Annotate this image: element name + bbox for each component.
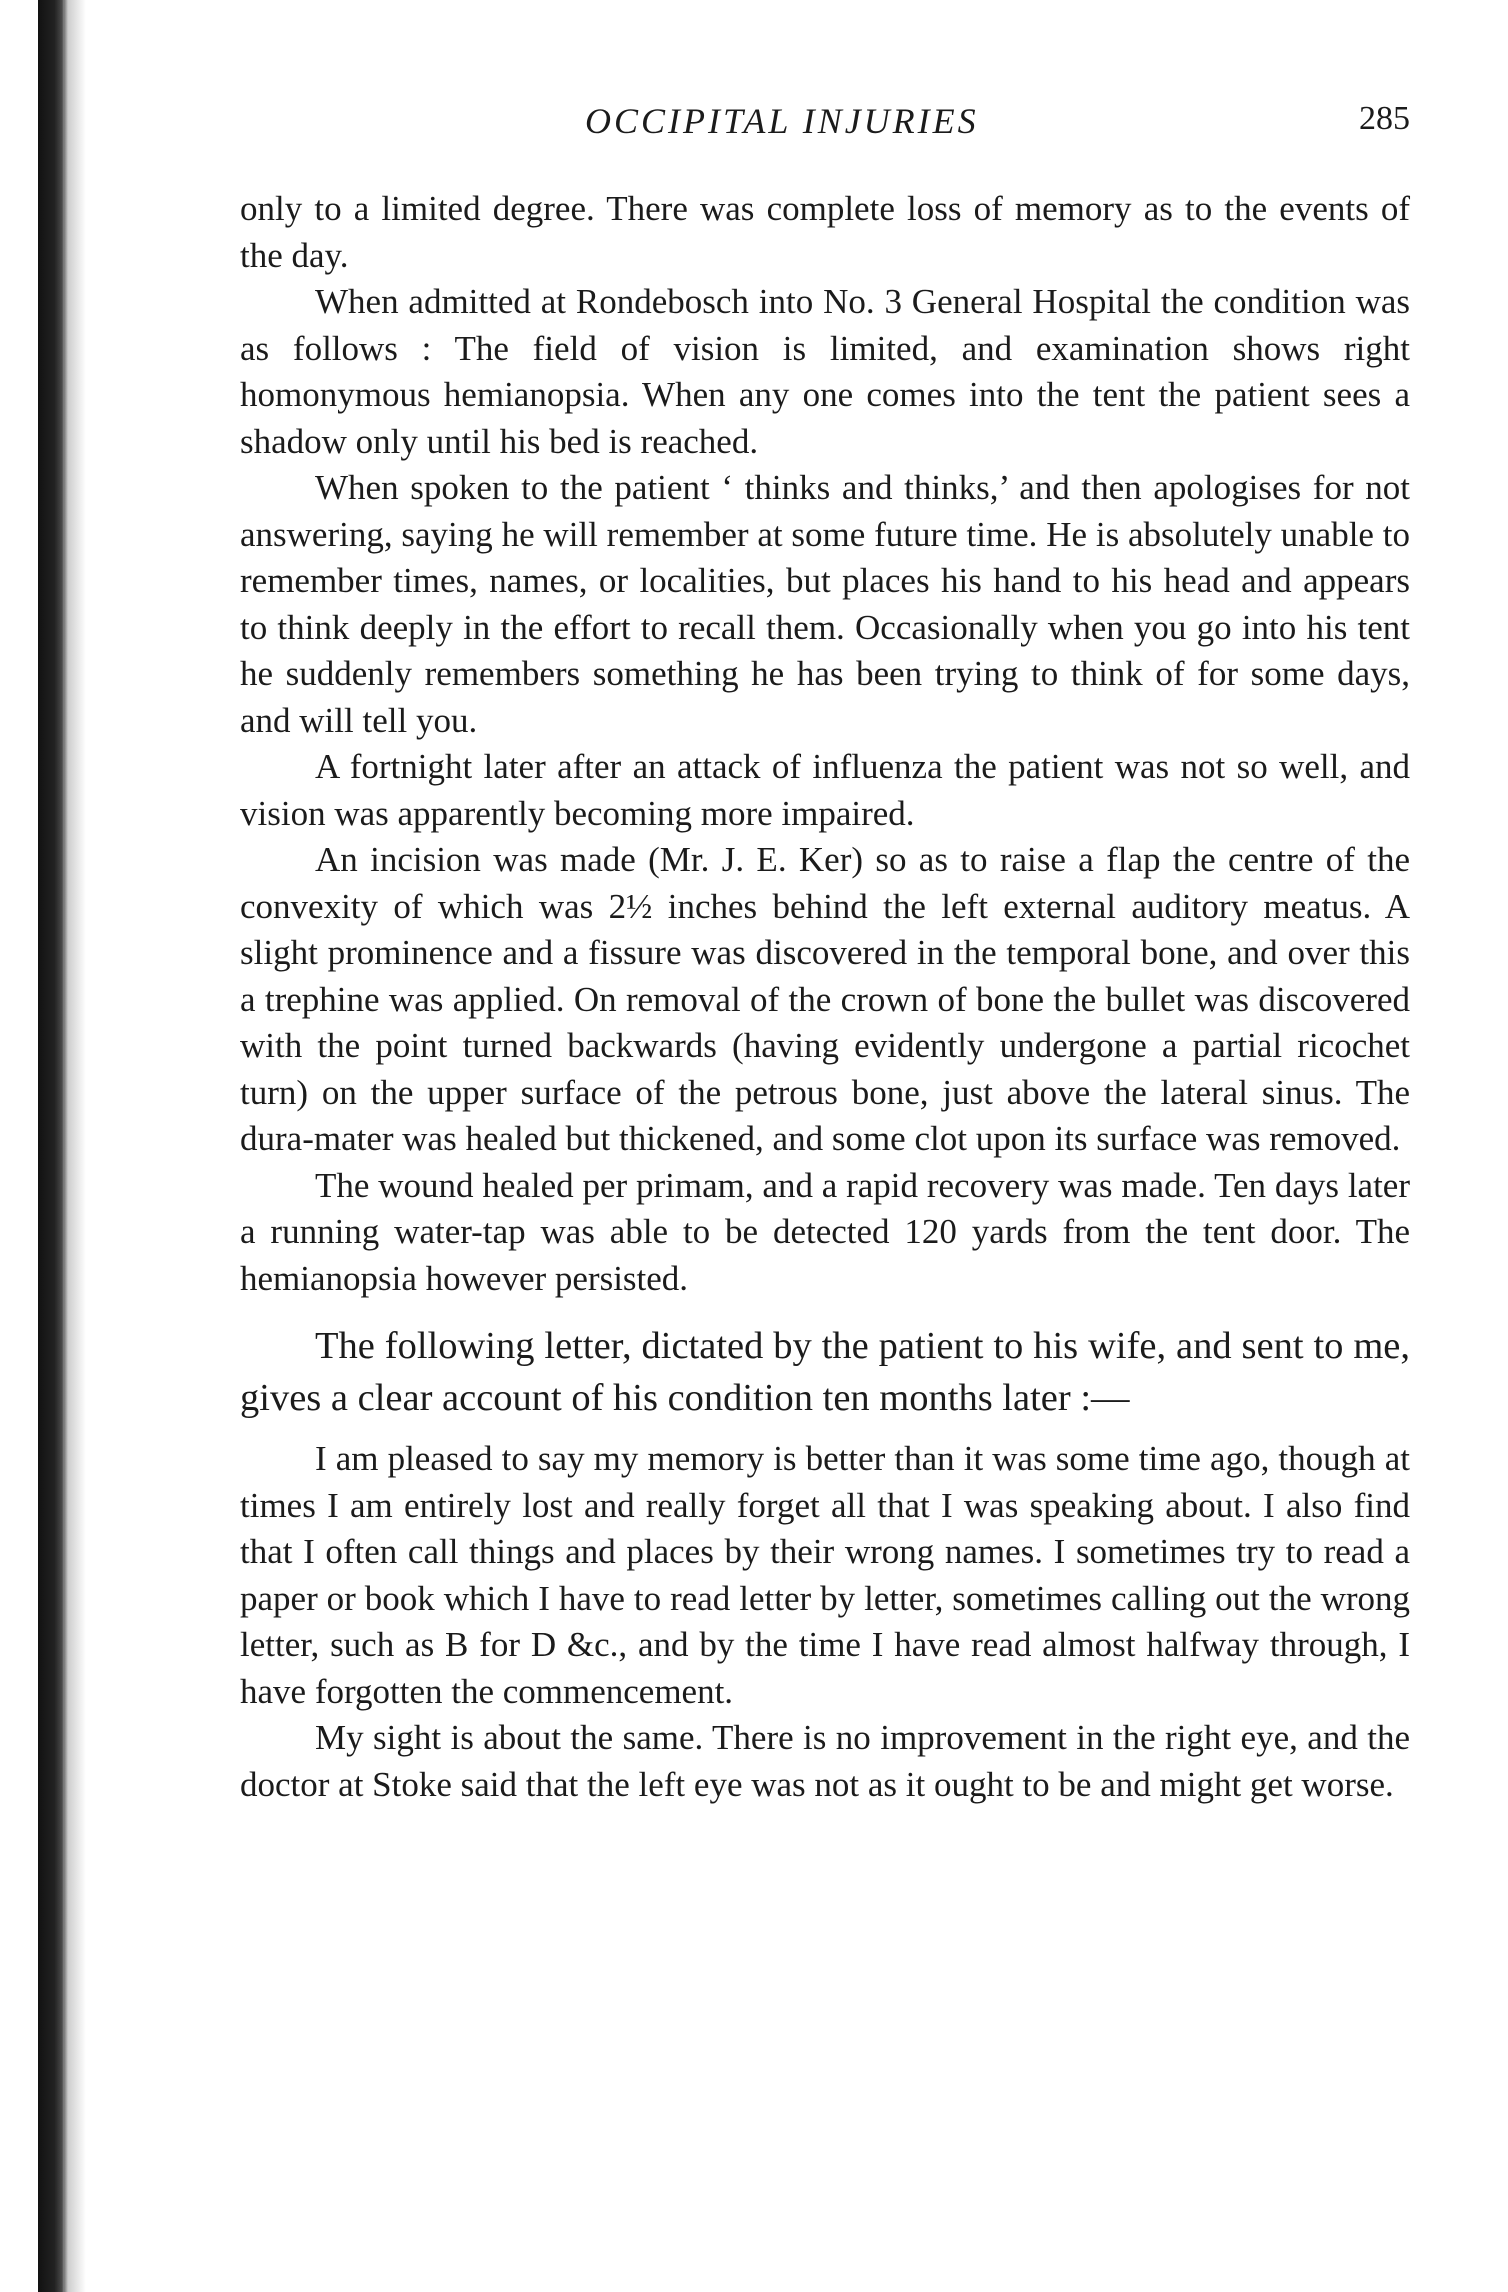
- paragraph-memory: When spoken to the patient ‘ thinks and thinks,’ and then apologises for not answering, saying he will remember at some future time. He is absolutely unable to remember times, names, or localities, but places his hand to his head and appears to think deeply in the effort to recall them. Occasionally when you go into his tent he suddenly remembers something he has been trying to think of for some days, and will tell you.: [240, 468, 1410, 740]
- paragraph-influenza: A fortnight later after an attack of influenza the patient was not so well, and vision was apparently becoming more impaired.: [240, 747, 1410, 833]
- paragraph-letter-memory: I am pleased to say my memory is better than it was some time ago, though at times I am entirely lost and really forget all that I was speaking about. I also find that I often call things and places by their wrong names. I sometimes try to read a paper or book which I have to read letter by letter, sometimes calling out the wrong letter, such as B for D &c., and by the time I have read almost halfway through, I have forgotten the commencement.: [240, 1439, 1410, 1711]
- page-header: [240, 100, 1410, 150]
- paragraph-letter-intro: The following letter, dictated by the patient to his wife, and sent to me, gives a clear account of his condition ten months later :—: [240, 1325, 1410, 1419]
- paragraph-admission: When admitted at Rondebosch into No. 3 General Hospital the condition was as follows : The field of vision is limited, and examination shows right homonymous hemianopsia. When any one comes into the tent the patient sees a shadow only until his bed is reached.: [240, 282, 1410, 461]
- paragraph-continued: only to a limited degree. There was complete loss of memory as to the events of the day.: [240, 189, 1410, 275]
- page-body: [240, 186, 1410, 1808]
- running-head: OCCIPITAL INJURIES: [585, 101, 979, 141]
- paragraph-operation: An incision was made (Mr. J. E. Ker) so as to raise a flap the centre of the convexity of which was 2½ inches behind the left external auditory meatus. A slight prominence and a fissure was discovered in the temporal bone, and over this a trephine was applied. On removal of the crown of bone the bullet was discovered with the point turned backwards (having evidently undergone a partial ricochet turn) on the upper surface of the petrous bone, just above the lateral sinus. The dura-mater was healed but thickened, and some clot upon its surface was removed.: [240, 840, 1410, 1158]
- page-number: 285: [1359, 100, 1410, 137]
- binding-shadow: [64, 0, 86, 2292]
- paragraph-letter-sight: My sight is about the same. There is no improvement in the right eye, and the doctor at Stoke said that the left eye was not as it ought to be and might get worse.: [240, 1718, 1410, 1804]
- paragraph-recovery: The wound healed per primam, and a rapid recovery was made. Ten days later a running water-tap was able to be detected 120 yards from the tent door. The hemianopsia however persisted.: [240, 1165, 1410, 1298]
